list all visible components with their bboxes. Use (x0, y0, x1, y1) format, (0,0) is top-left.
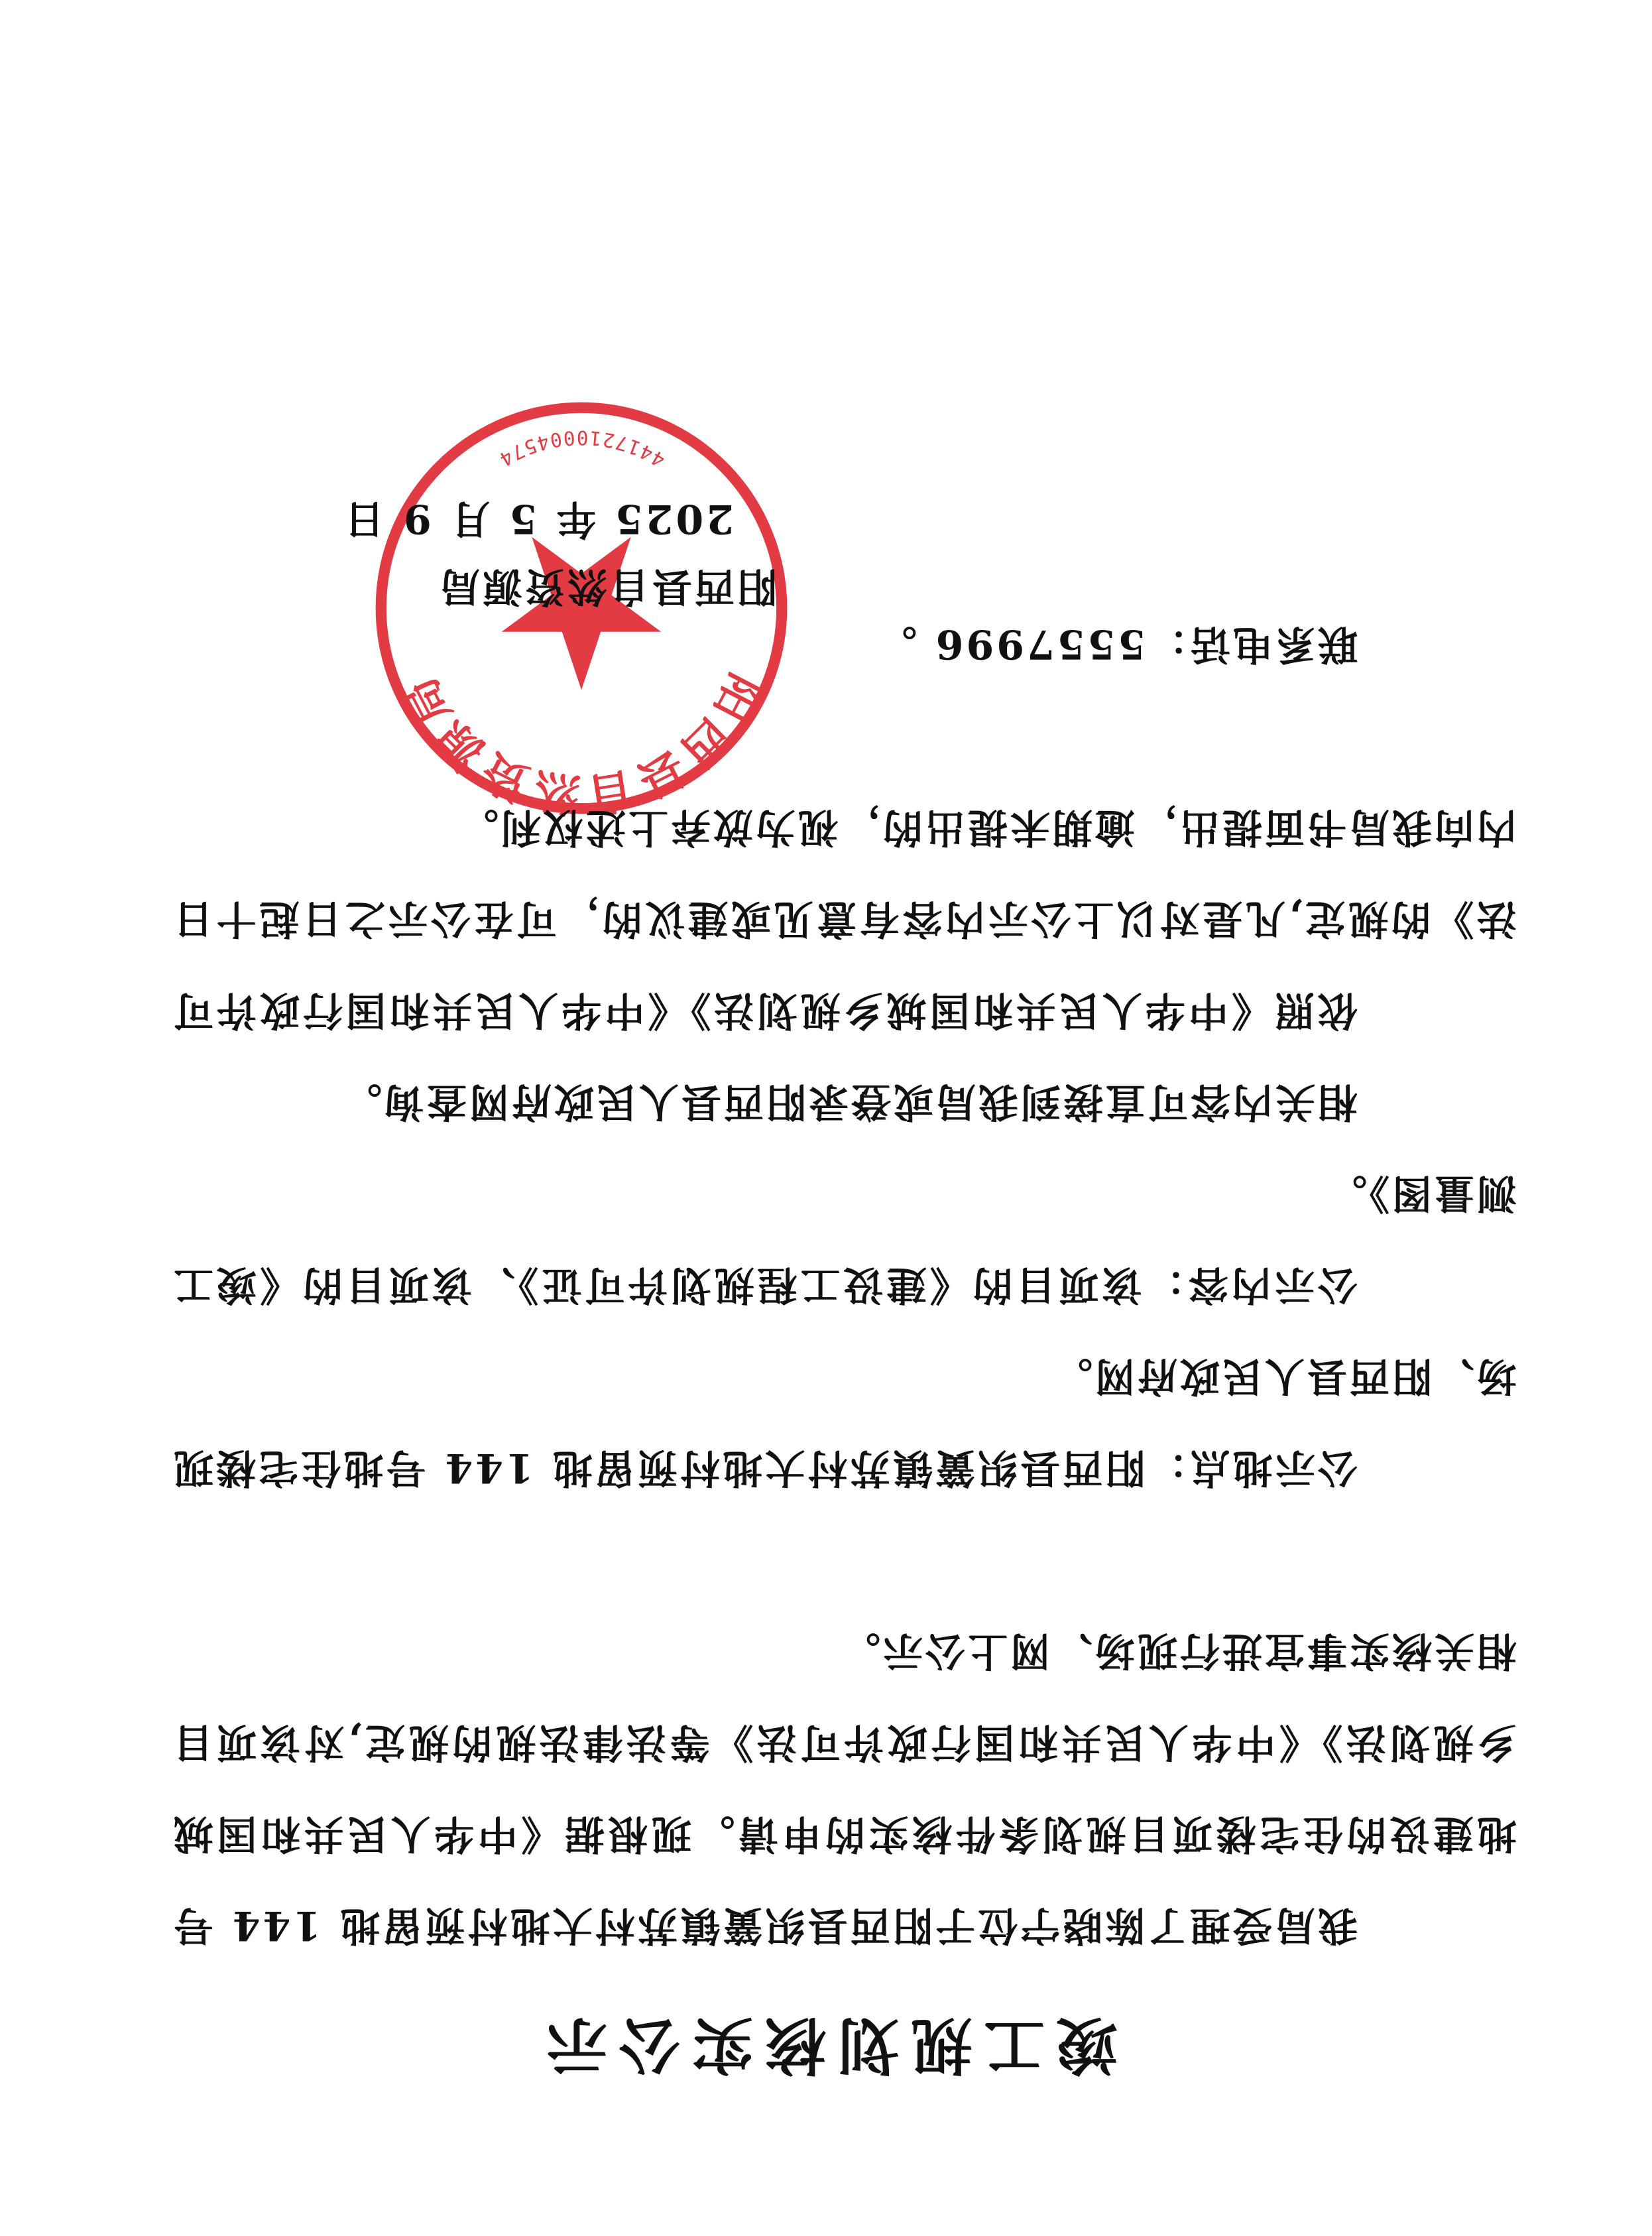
paragraph-phone: 联系电话：5557996 。 (874, 621, 1358, 667)
issuer-name: 阳西县自然资源局 (438, 563, 777, 609)
issue-date: 2025 年 5 月 9 日 (342, 495, 734, 542)
seal-serial: 4417210004574 (493, 426, 670, 472)
paragraph-objection: 依照《中华人民共和国城乡规划法》《中华人民共和国行政许可法》的规定,凡是对以上公示内容有意见或建议的，可在公示之日起十日内向我局书面提出，逾期未提出的，视为放弃上述权利。 (171, 804, 1517, 1033)
paragraph-location: 公示地点：阳西县织簧镇苏村大地村预留地 144 号地住宅楼现场、阳西县人民政府网。 (171, 1353, 1517, 1491)
seal-ring-text: 阳西县自然资源局 (392, 665, 771, 822)
paragraph-content: 公示内容：该项目的《建设工程规划许可证》、该项目的《竣工测量图》。 (171, 1170, 1517, 1308)
paragraph-inquiry: 相关内容可直接到我局或登录阳西县人民政府网查询。 (339, 1078, 1358, 1125)
paragraph-intro: 我局受理了陈晓宁位于阳西县织簧镇苏村大地村预留地 144 号地建设的住宅楼项目规划条件核实的申请。现根据《中华人民共和国城乡规划法》《中华人民共和国行政许可法》等法律法规的规定,对该项目相关核实事宜进行现场、网上公示。 (171, 1627, 1517, 1948)
document-title: 竣工规划核实公示 (534, 2009, 1118, 2080)
svg-text:4417210004574 (494, 426, 669, 471)
